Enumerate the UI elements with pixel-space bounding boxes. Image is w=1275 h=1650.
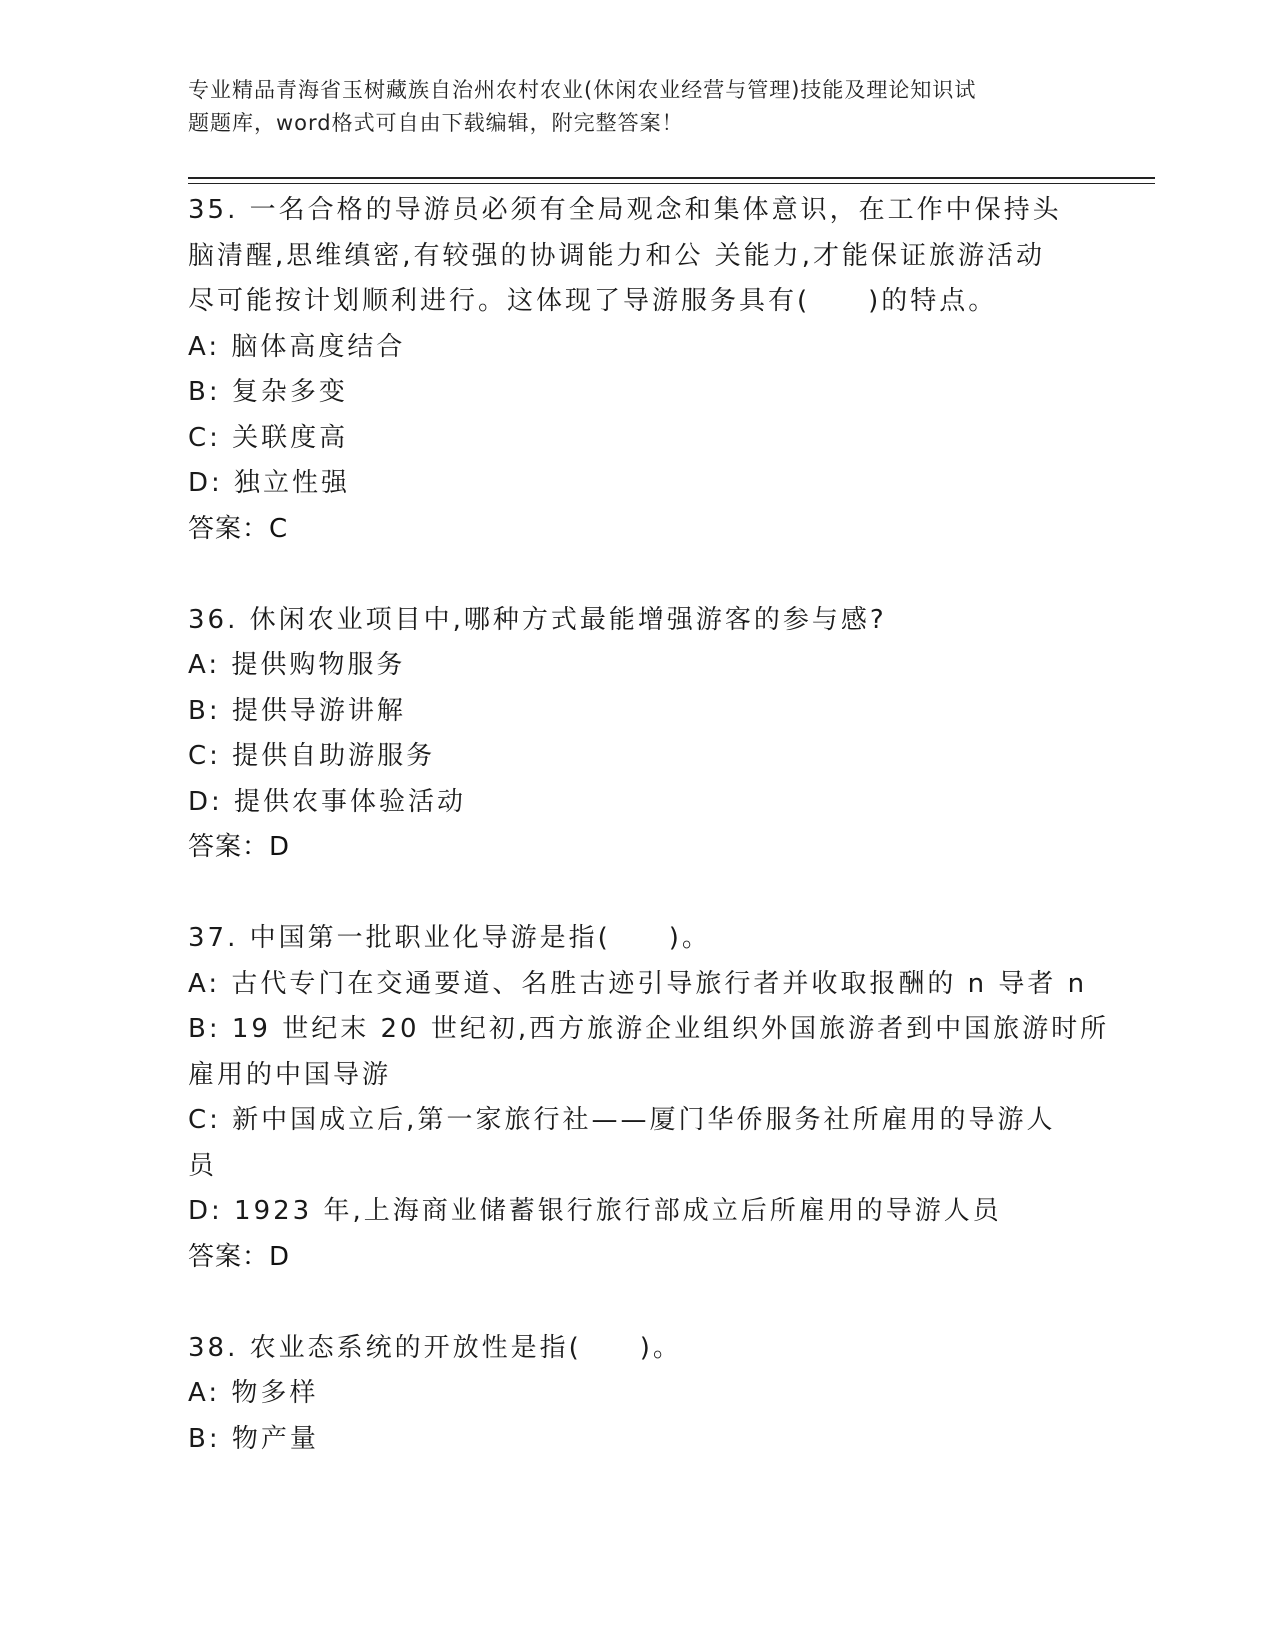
spacer [188,871,1088,917]
option-a [188,1371,1088,1417]
option-d [188,1189,1088,1235]
question-stem [188,188,1088,325]
stem-line: 36. 休闲农业项目中,哪种方式最能增强游客的参与感? [188,604,887,635]
document-header [188,74,1088,140]
header-line-1: 专业精品青海省玉树藏族自治州农村农业(休闲农业经营与管理)技能及理论知识试 [188,78,977,102]
question-38 [188,1326,1088,1463]
header-line-2: 题题库，word格式可自由下载编辑，附完整答案！ [188,111,684,135]
question-stem [188,1326,1088,1372]
header-divider [188,177,1155,179]
option-d [188,461,1088,507]
question-37 [188,916,1110,1326]
option-b [188,370,1088,416]
stem-line: 脑清醒,思维缜密,有较强的协调能力和公 关能力,才能保证旅游活动 [188,240,1046,271]
option-text: A: 脑体高度结合 [188,331,406,362]
option-text: B: 物产量 [188,1423,319,1454]
question-stem [188,598,1088,644]
option-c [188,734,1088,780]
stem-line: 37. 中国第一批职业化导游是指( )。 [188,923,711,953]
option-text: A: 提供购物服务 [188,650,406,680]
option-text: D: 独立性强 [188,468,351,498]
answer-label: 答案：C [188,513,289,544]
option-text: B: 复杂多变 [188,377,348,407]
option-text: C: 提供自助游服务 [188,741,436,771]
option-d [188,780,1088,826]
option-b [188,689,1088,735]
spacer [188,552,1088,598]
question-36 [188,598,1088,917]
answer-label: 答案：D [188,832,291,862]
header-divider-thin [188,183,1155,184]
question-list [188,188,1110,1462]
option-text-continued: 雇用的中国导游 [188,1059,392,1090]
option-text: A: 物多样 [188,1378,319,1408]
option-text-continued: 员 [188,1150,218,1181]
option-text: D: 提供农事体验活动 [188,786,467,817]
option-text: A: 古代专门在交通要道、名胜古迹引导旅行者并收取报酬的 n 导者 n [188,968,1088,999]
option-text: B: 提供导游讲解 [188,695,406,726]
option-c [188,1098,1088,1189]
stem-line: 尽可能按计划顺利进行。这体现了导游服务具有( )的特点。 [188,286,998,316]
option-text: B: 19 世纪末 20 世纪初,西方旅游企业组织外国旅游者到中国旅游时所 [188,1014,1110,1044]
option-text: C: 新中国成立后,第一家旅行社——厦门华侨服务社所雇用的导游人 [188,1105,1056,1135]
answer-label: 答案：D [188,1241,291,1272]
stem-line: 35. 一名合格的导游员必须有全局观念和集体意识，在工作中保持头 [188,195,1062,225]
stem-line: 38. 农业态系统的开放性是指( )。 [188,1332,682,1363]
option-b [188,1007,1110,1098]
spacer [188,1280,1088,1326]
option-a [188,643,1088,689]
option-text: D: 1923 年,上海商业储蓄银行旅行部成立后所雇用的导游人员 [188,1196,1002,1226]
option-a [188,325,1088,371]
option-text: C: 关联度高 [188,422,349,453]
option-a [188,962,1088,1008]
question-stem [188,916,1088,962]
option-c [188,416,1088,462]
question-35 [188,188,1088,598]
option-b [188,1417,1088,1463]
